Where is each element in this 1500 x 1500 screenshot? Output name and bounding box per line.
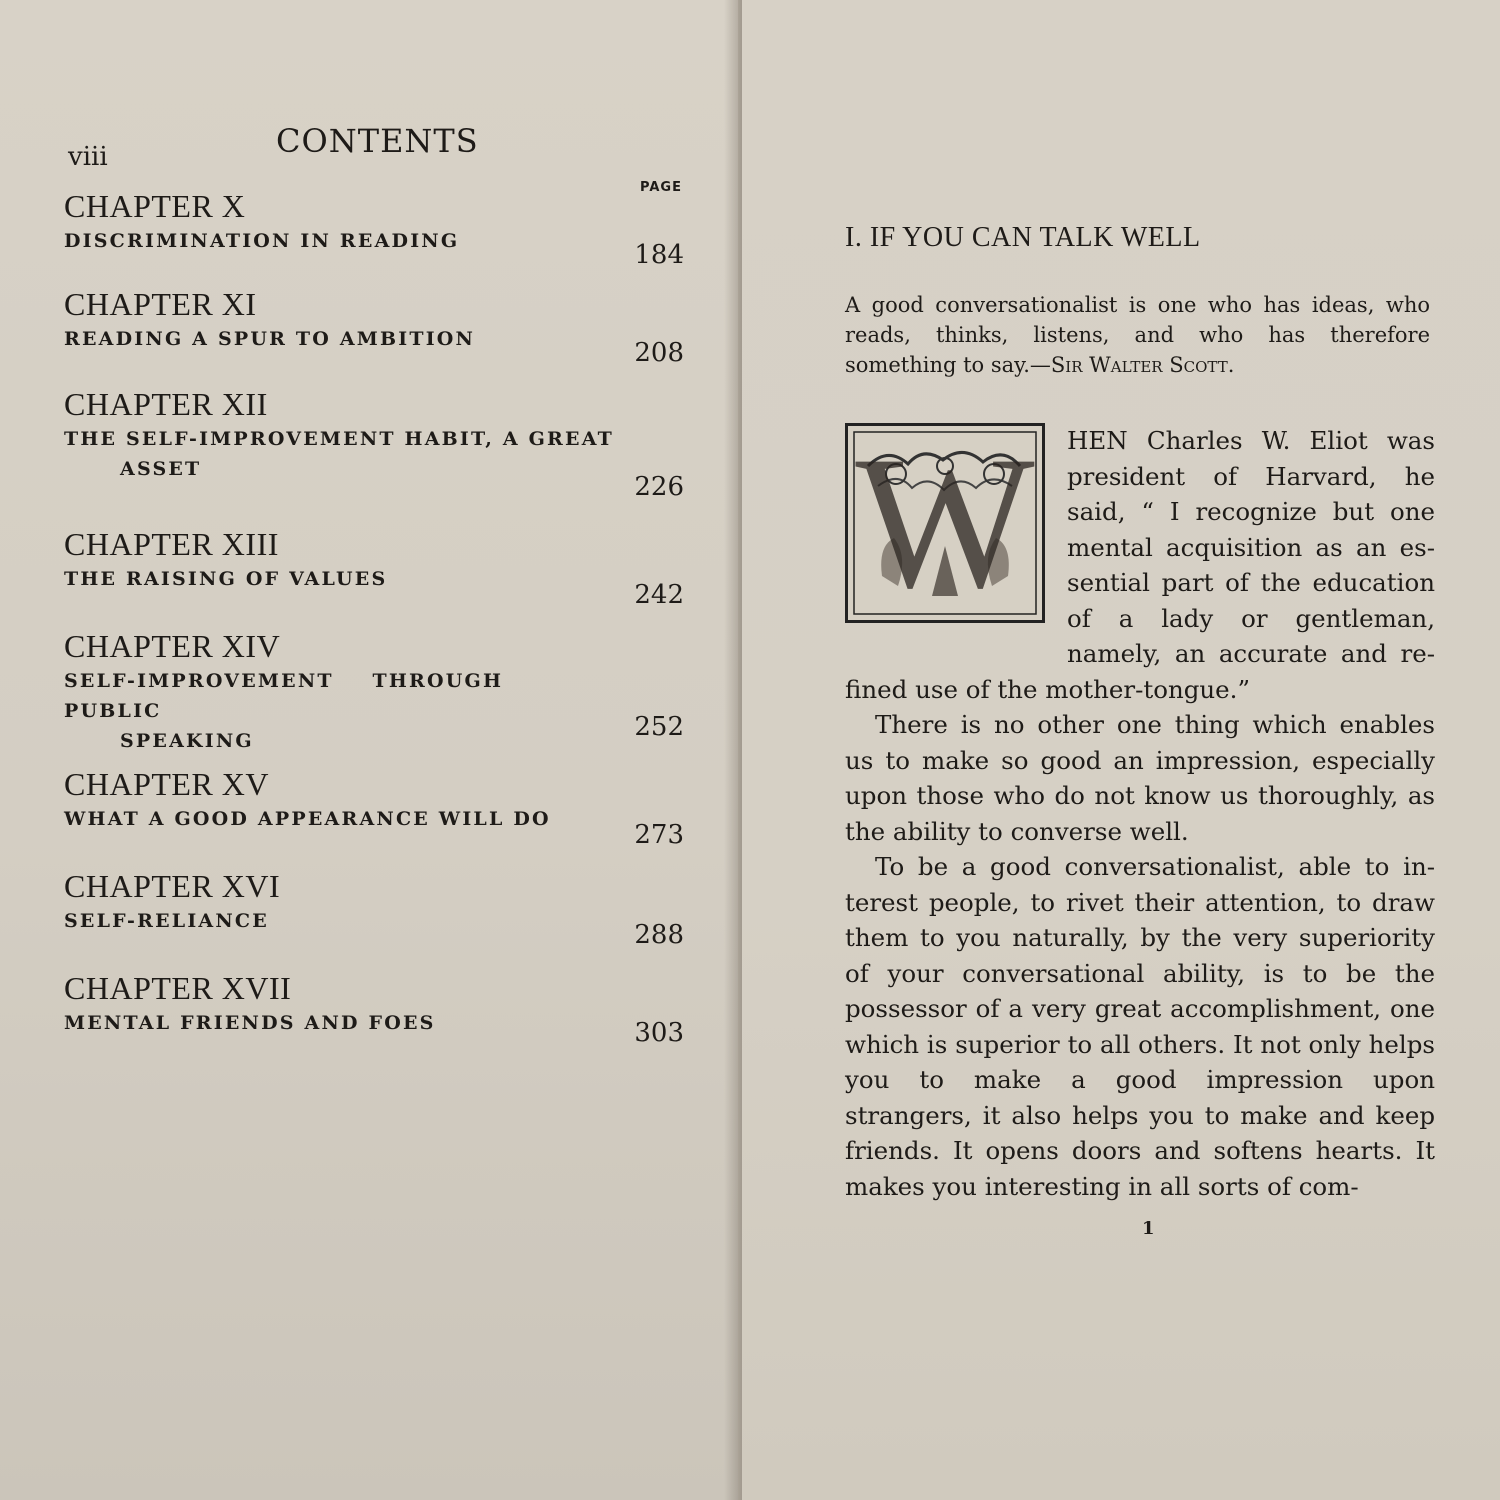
toc-entry [64, 764, 684, 866]
toc-list [64, 186, 684, 1068]
chapter-label: CHAPTER XII [64, 386, 268, 422]
toc-entry [64, 384, 684, 524]
entry-title: SELF-RELIANCE [64, 910, 269, 932]
entry-title: DISCRIMINATION IN READING [64, 230, 460, 252]
entry-page-number: 273 [634, 820, 684, 850]
toc-entry [64, 626, 684, 764]
toc-entry [64, 186, 684, 284]
chapter-label: CHAPTER X [64, 188, 246, 224]
chapter-label: CHAPTER XI [64, 286, 257, 322]
entry-title-continuation: ASSET [120, 458, 202, 480]
entry-title: THE SELF-IMPROVEMENT HABIT, A GREAT [64, 428, 614, 450]
entry-page-number: 184 [634, 240, 684, 270]
entry-title: WHAT A GOOD APPEARANCE WILL DO [64, 808, 551, 830]
entry-title-continuation: SPEAKING [120, 730, 254, 752]
entry-page-number: 303 [634, 1018, 684, 1048]
chapter-label: CHAPTER XIV [64, 628, 281, 664]
body-text [845, 418, 1435, 1204]
page-number-left: viii [68, 142, 108, 172]
toc-entry [64, 284, 684, 384]
entry-page-number: 226 [634, 472, 684, 502]
epigraph-attribution: —Sir Walter Scott. [1029, 353, 1235, 377]
toc-entry [64, 524, 684, 626]
toc-entry [64, 968, 684, 1068]
chapter-label: CHAPTER XVII [64, 970, 292, 1006]
entry-title: THE RAISING OF VALUES [64, 568, 388, 590]
paragraph: There is no other one thing which enables us to make so good an impression, especially upon those who do not know us thoroughly, as the ability to converse well. [845, 710, 1435, 846]
drop-cap-letter: W [855, 418, 1035, 628]
chapter-label: CHAPTER XV [64, 766, 270, 802]
chapter-label: CHAPTER XIII [64, 526, 279, 562]
epigraph [845, 290, 1430, 380]
folio: 1 [1142, 1218, 1155, 1239]
contents-title: CONTENTS [276, 122, 479, 160]
paragraph: HEN Charles W. Eliot was president of Harvard, he said, “ I recognize but one mental acquisition as an es-sential part of the education of a lady or gentleman, namely, an accurate and re-fined use of the mother-tongue.” [845, 426, 1435, 704]
entry-title: READING A SPUR TO AMBITION [64, 328, 476, 350]
chapter-heading: I. IF YOU CAN TALK WELL [845, 222, 1201, 253]
left-page [0, 0, 738, 1500]
entry-page-number: 288 [634, 920, 684, 950]
epigraph-text: A good conversationalist is one who has ideas, who reads, thinks, listens, and who has therefore something to say. [845, 293, 1430, 377]
page-column-label: PAGE [640, 180, 682, 195]
chapter-label: CHAPTER XVI [64, 868, 281, 904]
entry-title: MENTAL FRIENDS AND FOES [64, 1012, 436, 1034]
entry-page-number: 252 [634, 712, 684, 742]
entry-page-number: 242 [634, 580, 684, 610]
entry-title: SELF-IMPROVEMENT THROUGH PUBLIC [64, 670, 504, 722]
entry-page-number: 208 [634, 338, 684, 368]
toc-entry [64, 866, 684, 968]
paragraph: To be a good conversationalist, able to in-terest people, to rivet their attention, to draw them to you naturally, by the very superiority of your conversational ability, is to be the possessor of a very great accomplishment, one which is superior to all others. It not only helps you to make a good impression upon strangers, it also helps you to make and keep friends. It opens doors and softens hearts. It makes you interesting in all sorts of com- [845, 852, 1435, 1201]
